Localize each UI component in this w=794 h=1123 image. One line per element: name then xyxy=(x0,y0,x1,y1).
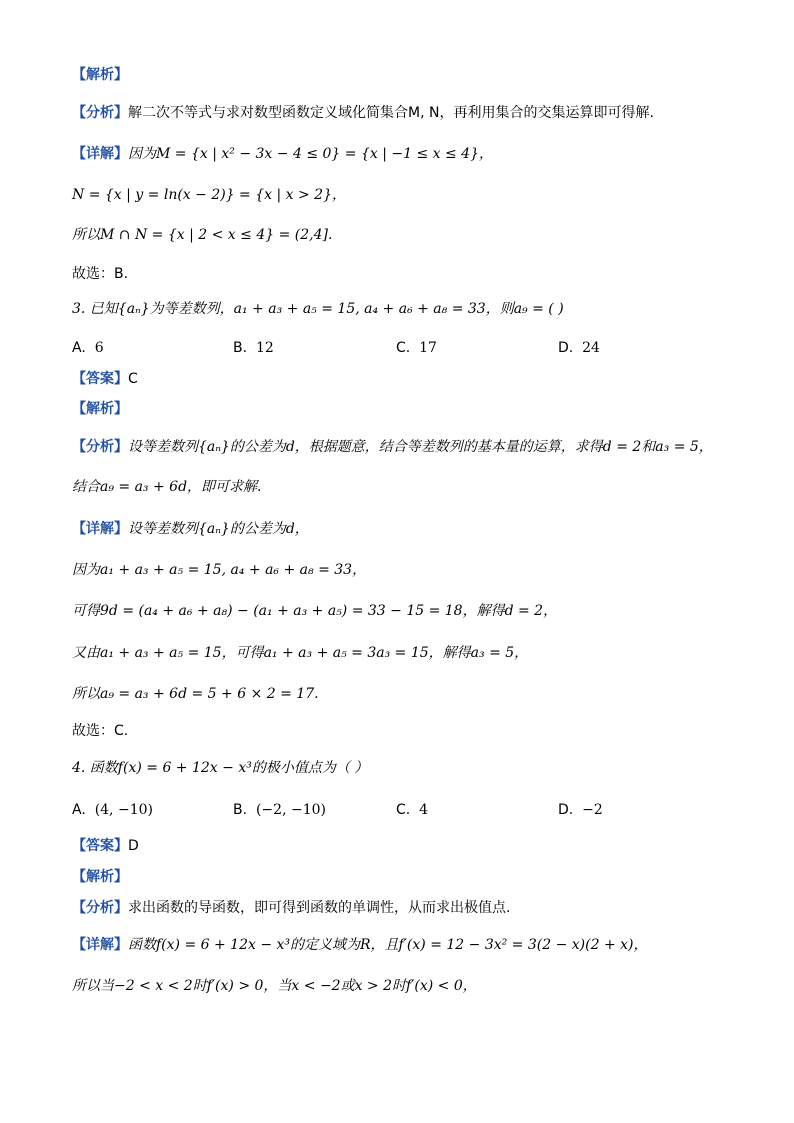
question-4: 4. 函数f(x) = 6 + 12x − x³的极小值点为（ ） xyxy=(72,760,369,776)
text-line: 因为a₁ + a₃ + a₅ = 15, a₄ + a₆ + a₈ = 33， xyxy=(72,562,367,578)
answer-line: 【答案】D xyxy=(72,838,139,854)
answer-line: 【答案】C xyxy=(72,371,138,387)
question-3: 3. 已知{aₙ}为等差数列，a₁ + a₃ + a₅ = 15, a₄ + a₆ + a₈ = 33，则a₉ = ( ) xyxy=(72,301,564,317)
detail-line: 【详解】设等差数列{aₙ}的公差为d， xyxy=(72,521,309,537)
analysis-line: 【分析】解二次不等式与求对数型函数定义域化简集合M, N，再利用集合的交集运算即可得解. xyxy=(72,105,654,121)
text-line: 所以M ∩ N = {x | 2 < x ≤ 4} = (2,4]. xyxy=(72,227,333,243)
option-b: B. 12 xyxy=(233,340,274,356)
option-c: C. 17 xyxy=(396,340,437,356)
detail-line: 【详解】函数f(x) = 6 + 12x − x³的定义域为R，且f′(x) = 12 − 3x² = 3(2 − x)(2 + x)， xyxy=(72,937,648,953)
option-b: B. (−2, −10) xyxy=(233,802,326,818)
option-d: D. −2 xyxy=(558,802,603,818)
text-line: N = {x | y = ln(x − 2)} = {x | x > 2}， xyxy=(72,187,346,203)
detail-line: 【详解】因为M = {x | x² − 3x − 4 ≤ 0} = {x | −1 ≤ x ≤ 4}， xyxy=(72,146,493,162)
answer-choice-line: 故选：C. xyxy=(72,723,129,739)
option-a: A. 6 xyxy=(72,340,104,356)
section-heading: 【解析】 xyxy=(72,67,128,83)
option-a: A. (4, −10) xyxy=(72,802,153,818)
option-c: C. 4 xyxy=(396,802,429,818)
text-line: 又由a₁ + a₃ + a₅ = 15，可得a₁ + a₃ + a₅ = 3a₃ = 15，解得a₃ = 5， xyxy=(72,645,529,661)
text-line: 可得9d = (a₄ + a₆ + a₈) − (a₁ + a₃ + a₅) = 33 − 15 = 18，解得d = 2， xyxy=(72,603,558,619)
text-line: 结合a₉ = a₃ + 6d，即可求解. xyxy=(72,479,262,495)
section-heading: 【解析】 xyxy=(72,401,128,417)
text-line: 所以当−2 < x < 2时f′(x) > 0，当x < −2或x > 2时f′(x) < 0， xyxy=(72,978,477,994)
text-line: 所以a₉ = a₃ + 6d = 5 + 6 × 2 = 17. xyxy=(72,686,319,702)
answer-choice-line: 故选：B. xyxy=(72,266,129,282)
analysis-line: 【分析】设等差数列{aₙ}的公差为d，根据题意，结合等差数列的基本量的运算，求得d = 2和a₃ = 5， xyxy=(72,439,713,455)
section-heading: 【解析】 xyxy=(72,869,128,885)
analysis-line: 【分析】求出函数的导函数，即可得到函数的单调性，从而求出极值点. xyxy=(72,900,511,916)
option-d: D. 24 xyxy=(558,340,600,356)
